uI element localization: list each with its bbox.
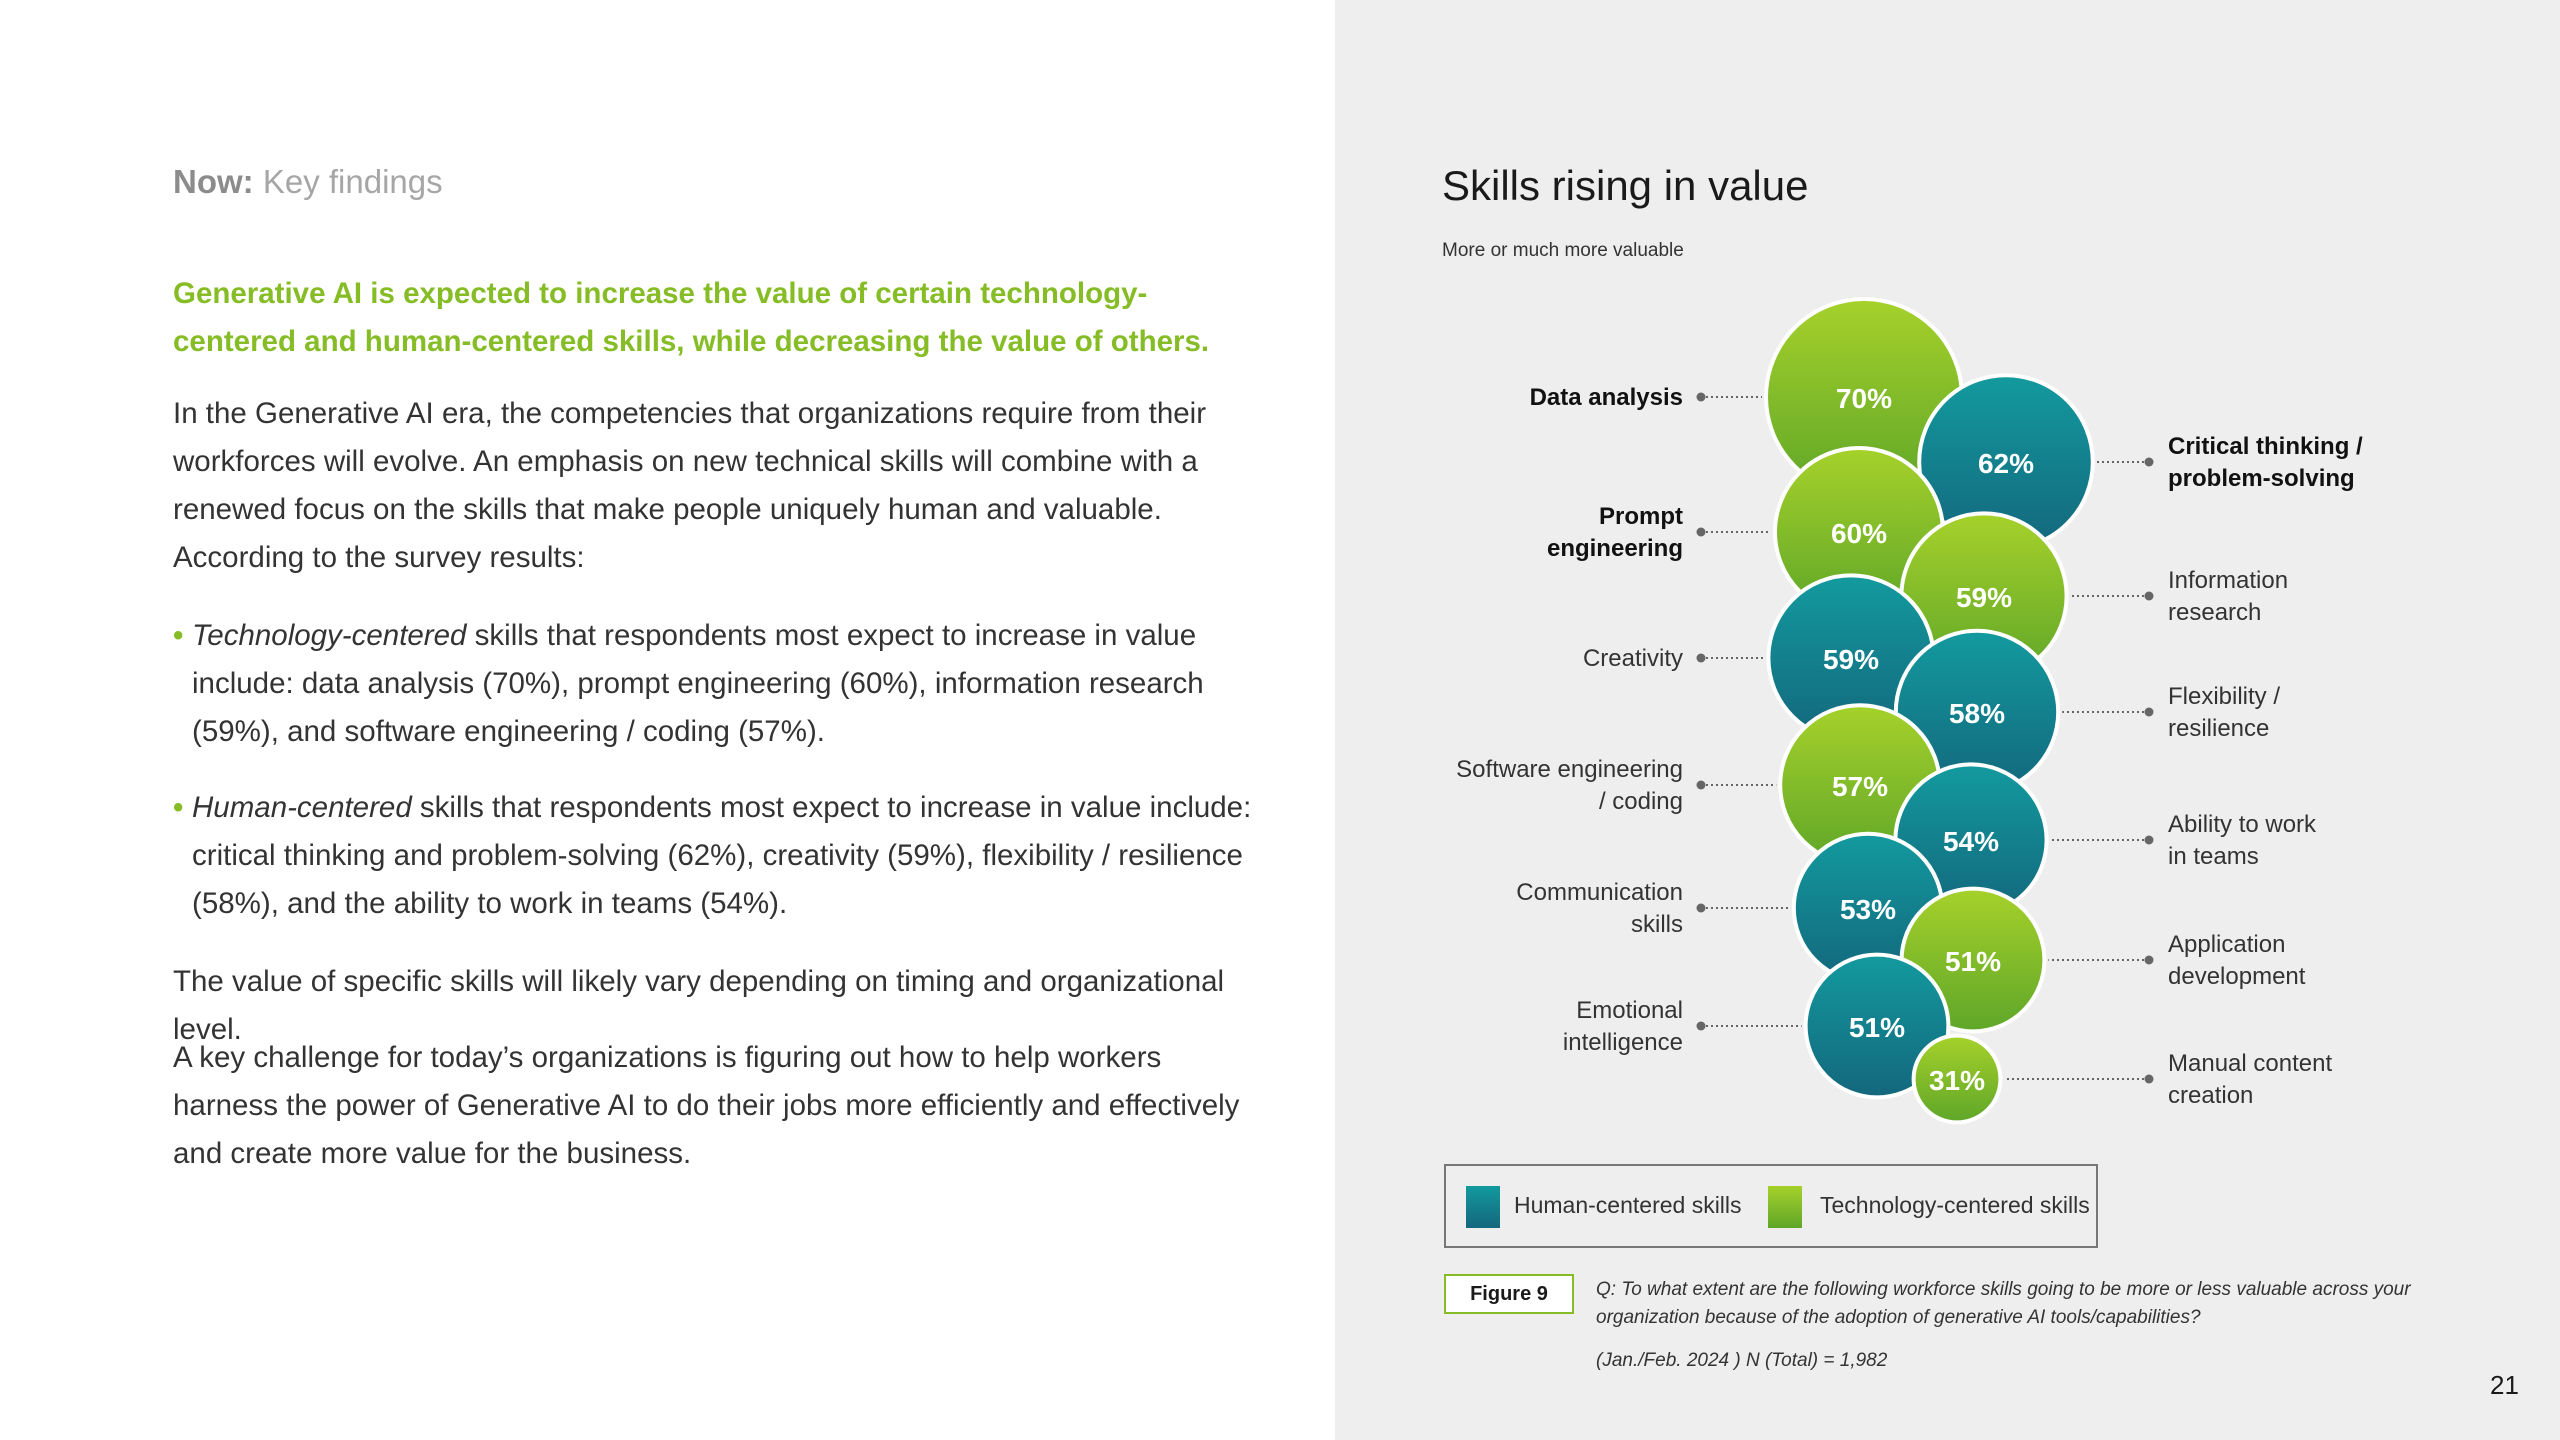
connector-dot-creativity <box>1697 654 1706 663</box>
lead-statement: Generative AI is expected to increase the value of certain technology-centered and human-centered skills, while decreasing the value of others. <box>173 277 1210 358</box>
skill-label-line: Data analysis <box>1529 384 1683 411</box>
bubble-value-manual-content-creation: 31% <box>1928 1065 1986 1096</box>
page-number: 21 <box>2490 1370 2519 1400</box>
legend-label-tech: Technology-centered skills <box>1820 1192 2090 1218</box>
connector-dot-application-development <box>2145 956 2154 965</box>
skill-label-critical-thinking-problem-solving <box>2168 433 2363 492</box>
skill-label-line: Information <box>2168 567 2289 594</box>
skill-label-line: research <box>2168 599 2262 626</box>
skill-label-line: Ability to work <box>2168 811 2317 838</box>
bubble-chart <box>1335 280 2560 1140</box>
skill-label-line: resilience <box>2168 715 2270 742</box>
connector-dot-information-research <box>2145 592 2154 601</box>
skill-label-line: development <box>2168 963 2306 990</box>
bubble-value-creativity: 59% <box>1822 644 1880 675</box>
bubble-value-prompt-engineering: 60% <box>1830 518 1888 549</box>
skill-label-line: engineering <box>1546 535 1683 562</box>
skill-label-line: Software engineering <box>1456 756 1683 783</box>
bubble-value-communication-skills: 53% <box>1839 894 1897 925</box>
bullet-human-centered <box>173 784 1292 928</box>
chart-legend <box>1444 1164 2098 1248</box>
connector-dot-prompt-engineering <box>1697 528 1706 537</box>
skill-label-data-analysis <box>1530 384 1683 411</box>
bullet-dot: • <box>173 619 184 652</box>
section-label-strong: Now: <box>173 163 254 200</box>
connector-dot-software-engineering-coding <box>1697 781 1706 790</box>
section-label <box>173 163 443 201</box>
legend-swatch-human <box>1466 1186 1500 1228</box>
skill-label-line: intelligence <box>1562 1029 1683 1056</box>
skill-label-line: Critical thinking / <box>2168 433 2363 460</box>
skill-label-line: Prompt <box>1599 503 1683 530</box>
skill-label-application-development <box>2168 931 2306 990</box>
connector-dot-communication-skills <box>1697 904 1706 913</box>
bullet-text: skills that respondents most expect to increase in value include: data analysis (70%), prompt engineering (60%), information research (59%), and software engineering / coding (57%). <box>192 619 1204 748</box>
skill-label-manual-content-creation <box>2168 1050 2332 1109</box>
legend-label-human: Human-centered skills <box>1514 1192 1742 1218</box>
chart-subtitle: More or much more valuable <box>1442 240 1684 261</box>
skill-label-creativity <box>1583 645 1683 672</box>
skill-label-line: in teams <box>2168 843 2259 870</box>
connector-dot-critical-thinking-problem-solving <box>2145 458 2154 467</box>
figure-badge: Figure 9 <box>1444 1274 1574 1314</box>
bullet-term: Human-centered <box>192 791 412 824</box>
bullet-term: Technology-centered <box>192 619 467 652</box>
skill-label-line: Creativity <box>1582 645 1683 672</box>
skill-label-flexibility-resilience <box>2168 683 2280 742</box>
connector-dot-manual-content-creation <box>2145 1075 2154 1084</box>
skill-label-software-engineering-coding <box>1456 756 1683 815</box>
connector-dot-flexibility-resilience <box>2145 708 2154 717</box>
connector-dot-emotional-intelligence <box>1697 1022 1706 1031</box>
skill-label-line: problem-solving <box>2168 465 2355 492</box>
figure-question: Q: To what extent are the following workforce skills going to be more or less valuable across your organization because of the adoption of generative AI tools/capabilities? <box>1596 1279 2411 1328</box>
skill-label-line: / coding <box>1598 788 1683 815</box>
section-label-rest: Key findings <box>253 163 443 200</box>
bullet-technology-centered <box>173 612 1292 756</box>
skill-label-line: creation <box>2168 1082 2254 1109</box>
skill-label-line: Manual content <box>2168 1050 2333 1077</box>
skill-label-ability-to-work-in-teams <box>2168 811 2317 870</box>
skill-label-prompt-engineering <box>1547 503 1683 562</box>
skill-label-line: Application <box>2168 931 2286 958</box>
challenge-paragraph: A key challenge for today’s organizations is figuring out how to help workers harness the power of Generative AI to do their jobs more efficiently and effectively and create more value for the business. <box>173 1041 1240 1170</box>
skill-label-line: Communication <box>1516 879 1683 906</box>
bullet-dot: • <box>173 791 184 824</box>
bubble-value-data-analysis: 70% <box>1835 383 1893 414</box>
bubble-value-critical-thinking-problem-solving: 62% <box>1977 448 2035 479</box>
skill-label-line: skills <box>1631 911 1683 938</box>
intro-paragraph: In the Generative AI era, the competencies that organizations require from their workforces will evolve. An emphasis on new technical skills will combine with a renewed focus on the skills that make people uniquely human and valuable. According to the survey results: <box>173 397 1207 574</box>
timing-paragraph: The value of specific skills will likely vary depending on timing and organizational level. <box>173 965 1225 1046</box>
connector-dot-data-analysis <box>1697 393 1706 402</box>
bullet-text: skills that respondents most expect to increase in value include: critical thinking and problem-solving (62%), creativity (59%), flexibility / resilience (58%), and the ability to work in teams (54%). <box>192 791 1252 920</box>
legend-swatch-tech <box>1768 1186 1802 1228</box>
bubble-value-software-engineering-coding: 57% <box>1831 771 1889 802</box>
skill-label-information-research <box>2168 567 2288 626</box>
bubble-value-information-research: 59% <box>1955 582 2013 613</box>
bubble-value-application-development: 51% <box>1944 946 2002 977</box>
bubble-value-ability-to-work-in-teams: 54% <box>1942 826 2000 857</box>
bubble-value-flexibility-resilience: 58% <box>1948 698 2006 729</box>
skill-label-line: Emotional <box>1576 997 1683 1024</box>
skill-label-line: Flexibility / <box>2168 683 2281 710</box>
skill-label-communication-skills <box>1516 879 1683 938</box>
skill-label-emotional-intelligence <box>1563 997 1683 1056</box>
bubble-value-emotional-intelligence: 51% <box>1848 1012 1906 1043</box>
connector-dot-ability-to-work-in-teams <box>2145 836 2154 845</box>
figure-sample-size: (Jan./Feb. 2024 ) N (Total) = 1,982 <box>1596 1350 1888 1371</box>
bubble-layer <box>1766 299 2093 1122</box>
chart-title: Skills rising in value <box>1442 162 1809 209</box>
